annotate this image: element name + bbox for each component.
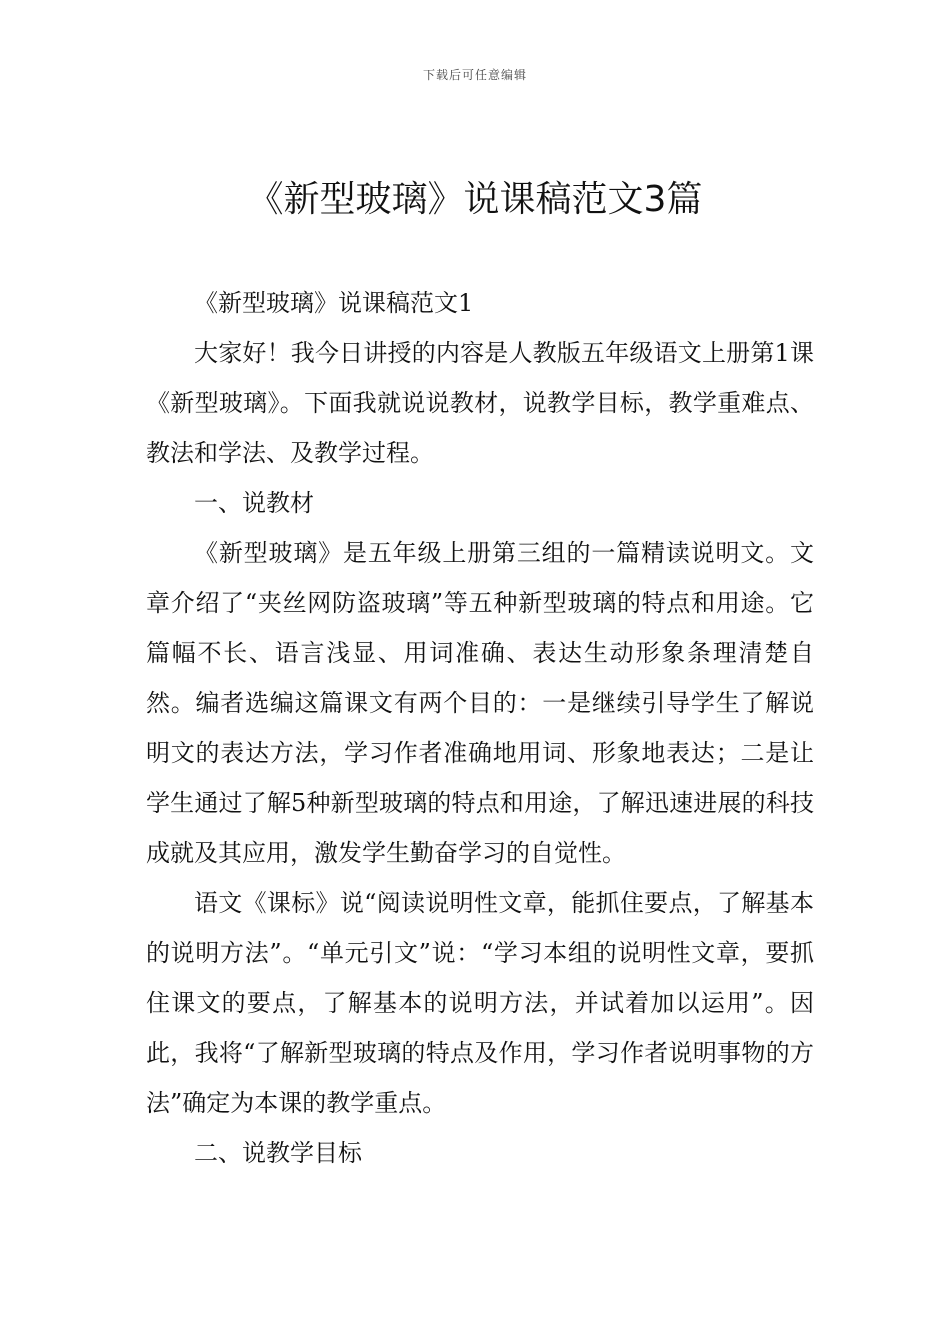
page-header-note: 下载后可任意编辑 (422, 68, 527, 82)
section-subtitle: 《新型玻璃》说课稿范文1 (194, 289, 474, 317)
document-body (146, 278, 814, 1178)
document-title: 《新型玻璃》说课稿范文3篇 (247, 179, 703, 220)
paragraph-intro: 大家好！我今日讲授的内容是人教版五年级语文上册第1课《新型玻璃》。下面我就说说教材，说教学目标，教学重难点、教法和学法、及教学过程。 (146, 339, 814, 467)
section-heading-textbook: 一、说教材 (194, 489, 314, 517)
paragraph-curriculum: 语文《课标》说“阅读说明性文章，能抓住要点，了解基本的说明方法”。“单元引文”说：“学习本组的说明性文章，要抓住课文的要点，了解基本的说明方法，并试着加以运用”。因此，我将“了解新型玻璃的特点及作用，学习作者说明事物的方法”确定为本课的教学重点。 (146, 889, 814, 1117)
section-heading-objectives: 二、说教学目标 (194, 1139, 362, 1167)
paragraph-textbook: 《新型玻璃》是五年级上册第三组的一篇精读说明文。文章介绍了“夹丝网防盗玻璃”等五种新型玻璃的特点和用途。它篇幅不长、语言浅显、用词准确、表达生动形象条理清楚自然。编者选编这篇课文有两个目的：一是继续引导学生了解说明文的表达方法，学习作者准确地用词、形象地表达；二是让学生通过了解5种新型玻璃的特点和用途，了解迅速进展的科技成就及其应用，激发学生勤奋学习的自觉性。 (146, 539, 814, 867)
